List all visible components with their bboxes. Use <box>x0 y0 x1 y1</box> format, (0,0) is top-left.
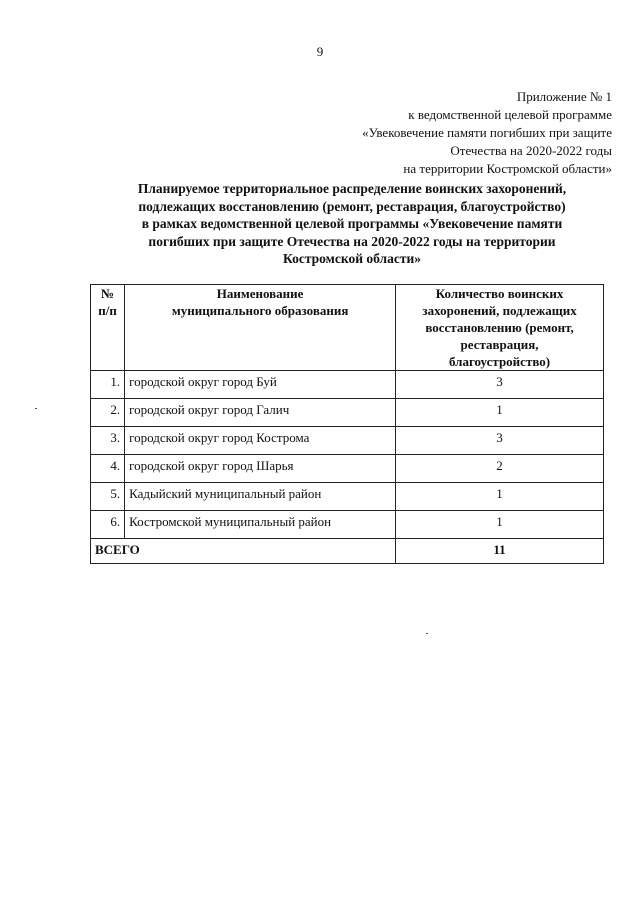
header-burial-count <box>396 285 604 371</box>
row-number: 2. <box>91 399 125 427</box>
header-municipality <box>125 285 396 371</box>
scan-speck <box>35 408 37 409</box>
header-number-line: п/п <box>98 303 117 318</box>
page-number: 9 <box>316 44 324 59</box>
header-number-line: № <box>101 286 115 301</box>
header-count-line: реставрация, <box>460 337 539 352</box>
row-count: 1 <box>396 399 604 427</box>
row-count: 3 <box>396 371 604 399</box>
document-title <box>92 180 612 268</box>
table-row <box>91 371 604 399</box>
row-number: 6. <box>91 511 125 539</box>
title-line: погибших при защите Отечества на 2020-2022 годы на территории <box>148 233 556 249</box>
total-label: ВСЕГО <box>91 539 396 564</box>
header-count-line: Количество воинских <box>435 286 564 301</box>
row-municipality: городской округ город Кострома <box>125 427 396 455</box>
title-line: Костромской области» <box>283 251 421 266</box>
distribution-table <box>90 284 604 564</box>
table-row <box>91 427 604 455</box>
row-municipality: городской округ город Галич <box>125 399 396 427</box>
appendix-line: Отечества на 2020-2022 годы <box>450 143 612 158</box>
total-value: 11 <box>396 539 604 564</box>
table-header-row <box>91 285 604 371</box>
appendix-line: к ведомственной целевой программе <box>408 107 612 122</box>
header-count-line: благоустройство) <box>448 354 551 369</box>
header-municipality-line: муниципального образования <box>171 303 349 318</box>
appendix-line: Приложение № 1 <box>516 89 612 104</box>
table-row <box>91 483 604 511</box>
row-number: 5. <box>91 483 125 511</box>
row-municipality: Кадыйский муниципальный район <box>125 483 396 511</box>
row-count: 2 <box>396 455 604 483</box>
row-municipality: городской округ город Шарья <box>125 455 396 483</box>
row-municipality: городской округ город Буй <box>125 371 396 399</box>
title-line: подлежащих восстановлению (ремонт, реставрация, благоустройство) <box>138 198 566 214</box>
header-count-line: восстановлению (ремонт, <box>425 320 574 335</box>
row-count: 3 <box>396 427 604 455</box>
appendix-line: «Увековечение памяти погибших при защите <box>362 125 612 140</box>
row-count: 1 <box>396 511 604 539</box>
row-number: 4. <box>91 455 125 483</box>
title-line: в рамках ведомственной целевой программы «Увековечение памяти <box>141 216 563 231</box>
table-row <box>91 455 604 483</box>
header-number <box>91 285 125 371</box>
title-line: Планируемое территориальное распределение воинских захоронений, <box>137 181 567 196</box>
appendix-block <box>252 88 612 178</box>
scan-speck <box>426 633 428 634</box>
row-municipality: Костромской муниципальный район <box>125 511 396 539</box>
row-number: 1. <box>91 371 125 399</box>
table-total-row <box>91 539 604 564</box>
row-count: 1 <box>396 483 604 511</box>
row-number: 3. <box>91 427 125 455</box>
header-municipality-line: Наименование <box>216 286 304 301</box>
appendix-line: на территории Костромской области» <box>403 161 612 176</box>
header-count-line: захоронений, подлежащих <box>422 303 577 318</box>
table-row <box>91 399 604 427</box>
table-row <box>91 511 604 539</box>
